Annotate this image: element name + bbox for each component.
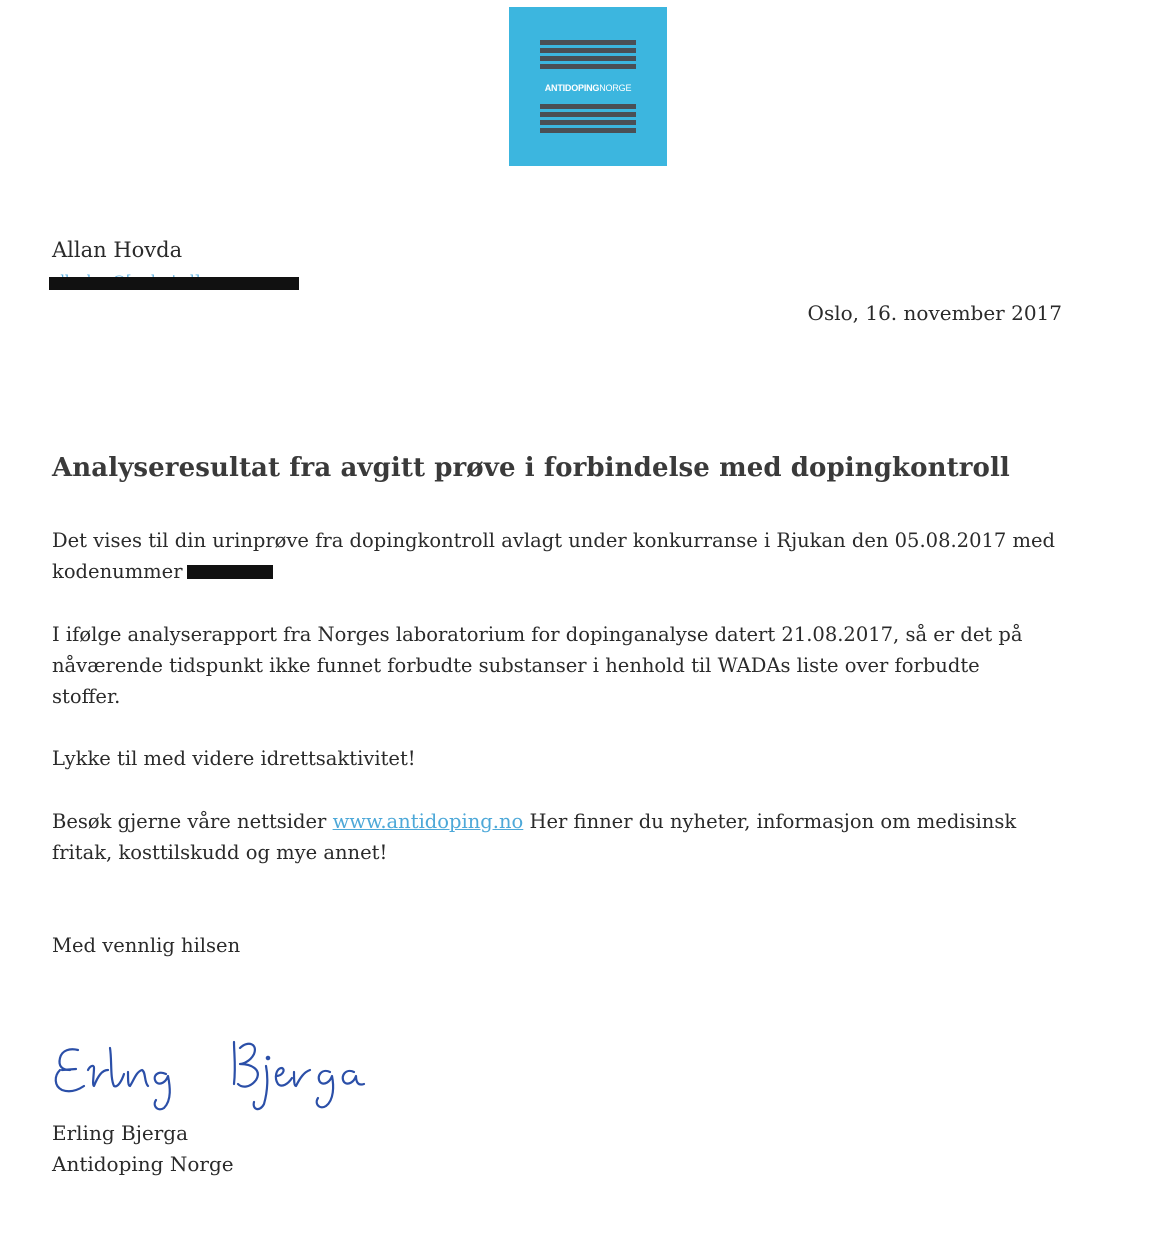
recipient-name: Allan Hovda (52, 238, 183, 262)
body-paragraph-wishes: Lykke til med videre idrettsaktivitet! (52, 747, 416, 770)
logo-bar (540, 48, 636, 53)
logo-bar (540, 64, 636, 69)
logo-wordmark-thin: NORGE (599, 83, 632, 93)
logo-wordmark (509, 83, 667, 93)
logo-bar (540, 128, 636, 133)
letter-date: Oslo, 16. november 2017 (807, 301, 1062, 325)
logo-bar (540, 112, 636, 117)
body-paragraph-sample-text: Det vises til din urinprøve fra dopingkontroll avlagt under konkurranse i Rjukan den 05.08.2017 med kodenummer (52, 529, 1056, 583)
body-paragraph-website (52, 806, 1072, 868)
handwritten-signature (48, 1030, 368, 1120)
website-outro-text: Her finner du nyheter, informasjon om medisinsk fritak, kosttilskudd og mye annet! (52, 810, 1017, 864)
antidoping-norge-logo (509, 7, 667, 166)
antidoping-website-link[interactable]: www.antidoping.no (332, 810, 524, 833)
body-paragraph-result: I ifølge analyserapport fra Norges laboratorium for dopinganalyse datert 21.08.2017, så er det på nåværende tidspunkt ikke funnet forbudte substanser i henhold til WADAs liste over forbudte stoffer. (52, 623, 1023, 708)
logo-bar (540, 104, 636, 109)
letter-title: Analyseresultat fra avgitt prøve i forbindelse med dopingkontroll (52, 453, 1010, 483)
website-intro-text: Besøk gjerne våre nettsider (52, 810, 327, 833)
code-number-redaction (187, 565, 273, 579)
signer-name: Erling Bjerga (52, 1121, 189, 1145)
logo-bar (540, 56, 636, 61)
closing-salutation: Med vennlig hilsen (52, 934, 241, 957)
signer-organization: Antidoping Norge (52, 1152, 234, 1176)
email-redaction (49, 277, 299, 290)
recipient-email[interactable] (49, 276, 299, 292)
logo-bar (540, 120, 636, 125)
logo-bar (540, 40, 636, 45)
body-paragraph-sample (52, 525, 1092, 587)
logo-wordmark-bold: ANTIDOPING (544, 83, 600, 93)
